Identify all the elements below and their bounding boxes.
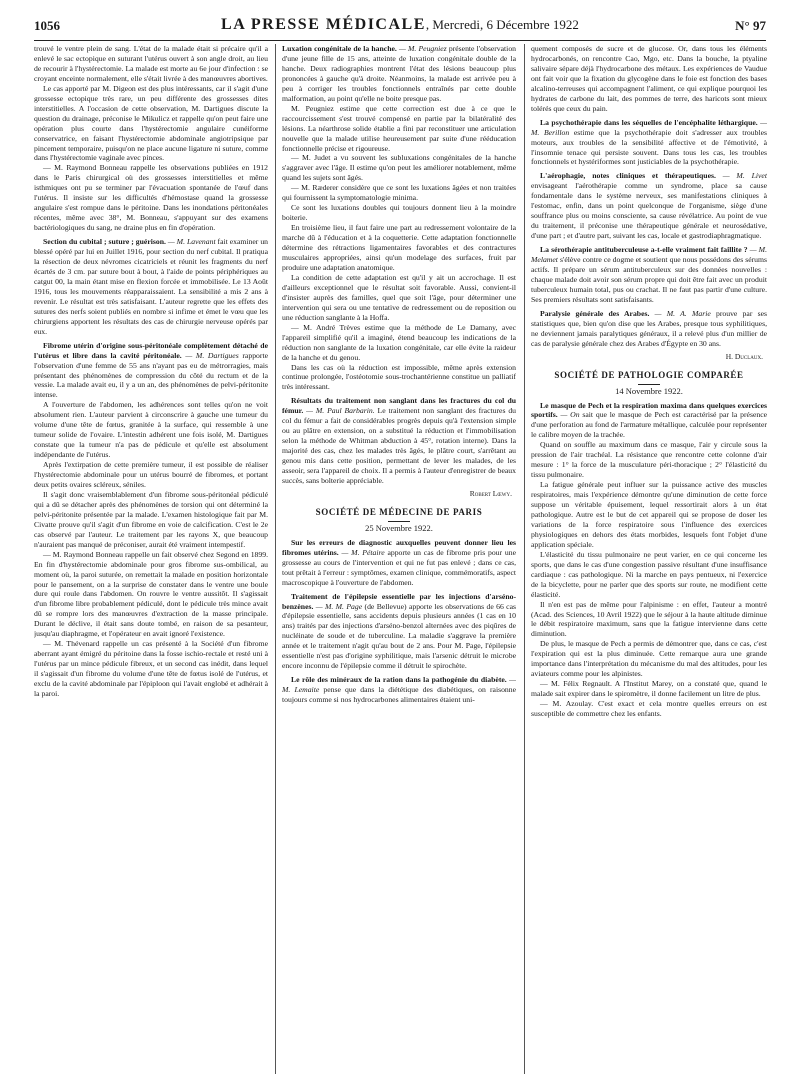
article-author: — M. Dartigues bbox=[185, 350, 239, 360]
article-serotherapie bbox=[531, 245, 767, 305]
article-author: — M. Lemaite bbox=[282, 675, 516, 695]
paragraph: En troisième lieu, il faut faire une part au redressement volontaire de la marche dû à l'éducation et à la coquetterie. Cette adaptation fonctionnelle détermine des rétractions ligamentaires favorables et des contractures musculaires appropriées, ainsi qu'un modelage des surfaces, fruit par produire une adaptation anatomique. bbox=[282, 223, 516, 272]
paragraph: — M. Félix Regnault. A l'Institut Marey, on a constaté que, quand le malade sait expirer dans le spiromètre, il donne facilement un litre de plus. bbox=[531, 679, 767, 699]
article-cubital bbox=[34, 237, 268, 337]
article-body: fait examiner un blessé opéré par lui en Juillet 1916, pour section du nerf cubital. Il pratiqua la résection de deux névromes cicatriciels et réunit les fragments du nerf écartés de 3 cm. par suture bout à bout, à l'aide de points périphériques au catgut 00, la main étant mise en flexion forcée et immobilisée. Le 13 Août 1916, tous les mouvements réapparaissaient. La sensibilité a mis 2 ans à revenir. Le résultat est très satisfaisant. L'auteur regrette que les effets des sutures des nerfs soient publiés en nombre si infime et émet le vœu que les chirurgiens apportent les résultats des cas de chirurgie nerveuse opérés par eux. bbox=[34, 237, 268, 336]
article-author: — M. A. Marie bbox=[654, 308, 711, 318]
article-title: Fibrome utérin d'origine sous-péritonéale complètement détaché de l'utérus et libre dans la cavité péritonéale. bbox=[34, 340, 268, 360]
article-fibromes bbox=[282, 538, 516, 588]
paragraph: La condition de cette adaptation est qu'il y ait un accrochage. Il est d'ailleurs exceptionnel que le résultat soit favorable. Aussi, convient-il d'insister auprès des familles, quel que soit l'âge, pour déterminer une intervention qui sera ou une tentative de redressement ou de reposition ou une réduction sanglante à la Hoffa. bbox=[282, 272, 516, 322]
paragraph: quement composés de sucre et de glucose. Or, dans tous les éléments hydrocarbonés, on rencontre Cao, Mgo, etc. Dans la bouche, la ptyaline salivaire sépare déjà l'hydrocarbone des métaux. Les expériences de Vaudue ont fait voir que la fixation du glycogène dans le foie est fonction des bases alcalino-terreuses qui accompagnent l'aliment, ce qui explique pourquoi les hydrates de carbone du lait, des pommes de terre, des haricots sont mieux tolérés que ceux du pain. bbox=[531, 44, 767, 113]
article-masque bbox=[531, 401, 767, 441]
paragraph: Ce sont les luxations doubles qui toujours donnent lieu à la moindre boiterie. bbox=[282, 203, 516, 223]
paragraph: A l'ouverture de l'abdomen, les adhérences sont telles qu'on ne voit absolument rien. L'auteur parvient à circonscrire à gauche une tumeur du volume d'une tête de fœtus, granitée à la surface, qui ressemble à une tumeur solide de l'ovaire. L'intestin adhérent une fois isolé, M. Dartigues constate que la tumeur n'a pas de pédicule et qu'elle est absolument indépendante de l'utérus. bbox=[34, 400, 268, 460]
paragraph: La fatigue générale peut influer sur la puissance active des muscles respiratoires, mais l'expérience démontre qu'une diminution de cette force suppose un véritable épuisement, lequel ressortirait alors à un état pathologique. Autre est le but de cet appareil qui se propose de doser les variations de la force respiratoire sous l'influence des exercices physiologiques en dehors des états morbides, lesquels font l'objet d'une application spéciale. bbox=[531, 480, 767, 549]
society-heading: SOCIÉTÉ DE MÉDECINE DE PARIS bbox=[315, 506, 483, 517]
paragraph: Dans les cas où la réduction est impossible, même après extension continue prolongée, l'ostéotomie sous-trochantérienne constitue un palliatif très intéressant. bbox=[282, 362, 516, 392]
paragraph: — M. Judet a vu souvent les subluxations congénitales de la hanche s'aggraver avec l'âge. Il estime qu'on peut les améliorer notablement, même quand les sujets sont âgés. bbox=[282, 153, 516, 183]
column-left bbox=[34, 44, 268, 1074]
article-body: présente l'observation d'une jeune fille de 15 ans, atteinte de luxation congénitale double de la hanche. Deux radiographies montrent l'état des lésions beaucoup plus prononcées à gauche qu'à droite. Néanmoins, la malade est arrivée peu à peu à corriger les troubles fonctionnels entraînés par cette double malformation, au point qu'elle ne boite presque pas. bbox=[282, 44, 516, 103]
issue-date: Mercredi, 6 Décembre 1922 bbox=[432, 17, 579, 32]
article-hanche bbox=[282, 44, 516, 104]
article-body: s'élève contre ce dogme et soutient que nous possédons des sérums actifs. Il prépare un sérum antituberculeux sur des données nouvelles : chaque malade doit avoir son sérum propre qui doit être fait avec un produit tuberculeux humain total, pus ou crachat. Il ne faut pas partir d'une culture. Ses premiers résultats sont satisfaisants. bbox=[531, 255, 767, 304]
article-mineraux bbox=[282, 675, 516, 705]
article-psychotherapie bbox=[531, 118, 767, 168]
society-date: 14 Novembre 1922. bbox=[615, 385, 683, 396]
article-femur bbox=[282, 396, 516, 486]
paragraph: — M. André Trèves estime que la méthode de Le Damany, avec l'appareil simplifié qu'il a imaginé, étend beaucoup les indications de la réduction non sanglante de la luxation congénitale, car elle évite la raideur de la hanche et du genou. bbox=[282, 322, 516, 362]
article-title: Résultats du traitement non sanglant dans les fractures du col du fémur. bbox=[282, 396, 516, 416]
article-body: estime que la psychothérapie doit s'adresser aux troubles moteurs, aux troubles de la sensibilité affective et de l'émotivité, à l'insomnie tenace qui persiste souvent. Dans tous les cas, les troubles fonctionnels et hystériformes sont justiciables de la psychothérapie. bbox=[531, 127, 767, 167]
paragraph: L'élasticité du tissu pulmonaire ne peut varier, en ce qui concerne les sports, que dans le cas d'une congestion passive résultant d'une insuffisance cardiaque : cas pathologique. Ni la marche en pays pentueux, ni l'exercice de la bicyclette, pour ne parler que des sports sur route, ne modifient cette élasticité. bbox=[531, 549, 767, 599]
article-author: — M. Pétaire bbox=[341, 547, 385, 557]
column-right bbox=[531, 44, 767, 1074]
society-heading: SOCIÉTÉ DE PATHOLOGIE COMPARÉE bbox=[554, 369, 744, 380]
article-author: — On bbox=[560, 410, 580, 420]
article-fibrome bbox=[34, 341, 268, 401]
paragraph: — M. Raymond Bonneau rappelle les observations publiées en 1912 dans le Paris chirurgical où des grossesses interstitielles et même isthmiques ont pu se terminer par l'évacuation spontanée de l'œuf dans l'utérus. Il insiste sur les difficultés d'hémostase quand la grossesse angulaire s'est rompue dans le péritoine. Dans les inondations péritonéales récentes, même avec 38°, M. Bonneau, s'appuyant sur des examens bactériologiques du sang, ne draine plus en fin d'opération. bbox=[34, 163, 268, 233]
column-rule bbox=[524, 44, 525, 1074]
paragraph: M. Peugniez estime que cette correction est due à ce que le raccourcissement s'est trouvé compensé en partie par la bilatéralité des lésions. La néarthrose solide établie a fini par reconstituer une articulation nouvelle que la malade utilise heureusement par suite d'une rééducation fonctionnelle précise et rigoureuse. bbox=[282, 103, 516, 153]
heading-rule bbox=[638, 384, 660, 385]
article-title: Le masque de Pech et la respiration maxima dans quelques exercices sportifs. bbox=[531, 400, 767, 420]
article-author: — M. Berillon bbox=[531, 117, 767, 137]
paragraph: Il s'agit donc vraisemblablement d'un fibrome sous-péritonéal pédiculé qui a dû se détacher après des phénomènes de torsion qui ont déterminé la pelvi-péritonite présentée par la malade. L'examen histologique fait par M. Civatte prouve qu'il s'agit d'un fibrome en voie de calcification. C'est le 2e cas observé par l'auteur. Le traitement par les rayons X, que beaucoup n'auraient pas manqué de préconiser, aurait été vraiment intempestif. bbox=[34, 489, 268, 549]
article-title: La psychothérapie dans les séquelles de l'encéphalite léthargique. bbox=[540, 117, 758, 127]
article-body: Le traitement non sanglant des fractures du col du fémur a fait de considérables progrès depuis qu'à l'extension simple ou au plâtre en extension, on a substitué la réduction et l'immobilisation selon la méthode de Whitman abduction à 45°, rotation interne). Dans la majorité des cas, chez les malades très âgés, le plâtre court, s'arrêtant au genou mis dans cette position, permettant de lever les malades, de les asseoir, sera l'appareil de choix. Il a permis à l'auteur d'enregistrer de beaux succès, sans bolterie appréciable. bbox=[282, 406, 516, 485]
heading-rule bbox=[388, 521, 410, 522]
paragraph: — M. Raymond Bonneau rappelle un fait observé chez Segond en 1899. En fin d'hystérectomie abdominale pour gros fibrome sus-ombilical, au moment où, la paroi suturée, on remettait la malade en position horizontale pour le pansement, on a la surprise de constater dans le ventre une boule dure qui roule dans l'abdomen. On rouvre le ventre aussitôt. Il s'agissait d'un fibrome libre probablement pédiculé, dont le pédicule très mince avait dû se rompre lors des manœuvres d'extraction de la masse principale. Durant le déclive, il était sans doute tombé, en raison de sa pesanteur, jusqu'au diaphragme, et l'opérateur en avait ignoré l'existence. bbox=[34, 549, 268, 639]
article-title: Luxation congénitale de la hanche. bbox=[282, 44, 397, 53]
article-author: — M. Peugniez bbox=[398, 44, 447, 53]
journal-title: LA PRESSE MÉDICALE bbox=[221, 16, 426, 33]
article-body: (de Bellevue) apporte les observations de 66 cas d'épilepsie essentielle, sans accidents depuis plusieurs années (1 cas en 10 ans) traités par des injections d'arséno-benzol alternées avec des piqûres de nucléinate de soude et de tuberculine. La maladie s'aggrave la première année et le traitement n'agit qu'au bout de 2 ans. Pour M. Page, l'épilepsie essentielle n'est pas d'origine syphilitique, mais l'arsenic détruit le microbe encore inconnu de l'épilepsie comme il détruit le spirochète. bbox=[282, 601, 516, 671]
article-title: Traitement de l'épilepsie essentielle par les injections d'arséno-benzènes. bbox=[282, 591, 516, 611]
paragraph: — M. Ræderer considère que ce sont les luxations âgées et non traitées qui fournissent la symptomatologie minima. bbox=[282, 183, 516, 203]
article-epilepsie bbox=[282, 592, 516, 672]
article-body: sait que le masque de Pech est caractérisé par la présence d'une perforation au fond de l'armature métallique, calculée pour représenter le calibre moyen de la trachée. bbox=[531, 410, 767, 440]
paragraph: trouvé le ventre plein de sang. L'état de la malade était si précaire qu'il a enlevé le sac ectopique en suturant l'utérus ouvert à son angle droit, au lieu de recourir à l'hystérectomie. La malade est morte au 6e jour d'infection : se croyant enceinte normalement, elle s'était livrée à des manœuvres abortives. bbox=[34, 44, 268, 83]
article-title: Section du cubital ; suture ; guérison. bbox=[43, 237, 166, 247]
paragraph: — M. Thévenard rappelle un cas présenté à la Société d'un fibrome aberrant ayant émigré du péritoine dans la fosse ischio-rectale et resté uni à l'utérus par un mince pédicule fibreux, et un second cas inédit, dans lequel il s'agissait d'un fibrome du volume d'une tête de fœtus isolé de l'utérus, et exclu de la cavité abdominale par l'épiploon qui l'avait englobé et adhérait à la paroi. bbox=[34, 639, 268, 698]
article-title: L'aérophagie, notes cliniques et thérapeutiques. bbox=[540, 171, 716, 181]
article-title: Le rôle des minéraux de la ration dans la pathogénie du diabète. bbox=[291, 675, 507, 685]
paragraph: Il n'en est pas de même pour l'alpinisme : en effet, l'auteur a montré (Acad. des Sciences, 10 Avril 1922) que le séjour à la haute altitude diminue le débit respiratoire maximum, sans que la fatigue intervienne dans cette diminution. bbox=[531, 599, 767, 639]
paragraph: Le cas apporté par M. Digeon est des plus intéressants, car il s'agit d'une grossesse ectopique très rare, un peu différente des grossesses dites interstitielles. A l'occasion de cette observation, M. Dartigues discute la question du drainage, préconise le Mikulicz et rappelle qu'on peut faire une opération plus courte dans l'hystérectomie angulaire cunéiforme conservatrice, en faisant l'hystérectomie abdominale angiotripsique par pincement temporaire, puisqu'on ne place aucune ligature ni suture, comme dans l'hystérectomie vaginale avec pinces. bbox=[34, 83, 268, 163]
masthead: LA PRESSE MÉDICALE, Mercredi, 6 Décembre 1922 bbox=[221, 16, 579, 33]
running-header bbox=[34, 14, 766, 41]
article-author: — M. M. Page bbox=[315, 601, 363, 611]
article-author: — M. Paul Barbarin. bbox=[306, 406, 375, 416]
article-author: — M. Melamet bbox=[531, 245, 767, 265]
paragraph: Après l'extirpation de cette première tumeur, il est possible de réaliser l'hystérectomie abdominale pour un utérus bourré de fibromes, et portant deux petits ovaires scléreux, séniles. bbox=[34, 460, 268, 489]
article-body: envisageant l'aérothérapie comme un syndrome, place sa cause fondamentale dans le système nerveux, ses manifestations cliniques à l'estomac, enfin, dans un point quelconque de l'organisme, siège d'une souffrance plus ou moins consciente, sa cause révélatrice. Au point de vue du traitement, il préconise une thérapeutique générale et neurosédative, d'une part ; et d'autre part, suivant les cas, locale et gastrodiaphragmatique. bbox=[531, 181, 767, 241]
article-title: Sur les erreurs de diagnostic auxquelles peuvent donner lieu les fibromes utérins. bbox=[282, 537, 516, 557]
article-author: — M. Lavenant bbox=[167, 237, 216, 247]
issue-number: N° 97 bbox=[735, 18, 766, 33]
article-title: Paralysie générale des Arabes. bbox=[540, 308, 650, 318]
signature: Robert Lœwy. bbox=[469, 488, 512, 498]
column-rule bbox=[275, 44, 276, 1074]
article-body: rapporte l'observation d'une femme de 55 ans n'ayant pas eu de métrorragies, mais présentant des phénomènes de compression du côté du rectum et de la vessie. La malade avait eu, il y a un an, des phénomènes de pelvi-péritonite intense. bbox=[34, 350, 268, 400]
article-paralysie bbox=[531, 309, 767, 349]
page-number: 1056 bbox=[34, 18, 60, 33]
article-body: pense que dans la diététique des diabétiques, on raisonne toujours comme si nos hydrocarbones alimentaires étaient uni- bbox=[282, 685, 516, 705]
article-body: apporte un cas de fibrome pris pour une grossesse au cours de l'intervention et qui ne fut pas enlevé ; dans ce cas, tout prêtait à l'erreur : symptômes, examen clinique, commémoratifs, aspect macroscopique à l'ouverture de l'abdomen. bbox=[282, 547, 516, 587]
paragraph: — M. Azoulay. C'est exact et cela montre quelles erreurs on est susceptible de commettre chez les enfants. bbox=[531, 699, 767, 719]
column-middle bbox=[282, 44, 516, 1074]
article-author: — M. Livet bbox=[722, 171, 767, 181]
signature: H. Duclaux. bbox=[725, 351, 763, 361]
paragraph: Quand on souffle au maximum dans ce masque, l'air y circule sous la pression de l'air trachéal. La résistance que rencontre cette colonne d'air mesure : 1° la force de la musculature péri-thoracique ; 2° l'élasticité du tissu pulmonaire. bbox=[531, 440, 767, 480]
article-aerophagie bbox=[531, 171, 767, 241]
article-body: prouve par ses statistiques que, bien qu'on dise que les Arabes, presque tous syphilitiques, ne deviennent jamais paralytiques généraux, il a relevé plus d'un millier de cas de paralysie générale chez des Arabes d'Égypte en 30 ans. bbox=[531, 308, 767, 348]
paragraph: De plus, le masque de Pech a permis de démontrer que, dans ce cas, c'est l'expiration qui est la plus diminuée. Cette remarque aura une grande importance dans l'interprétation du mécanisme du mal des altitudes, pour les aviateurs comme pour les alpinistes. bbox=[531, 639, 767, 679]
society-date: 25 Novembre 1922. bbox=[365, 522, 433, 533]
article-title: La sérothérapie antituberculeuse a-t-elle vraiment fait faillite ? bbox=[540, 245, 748, 255]
